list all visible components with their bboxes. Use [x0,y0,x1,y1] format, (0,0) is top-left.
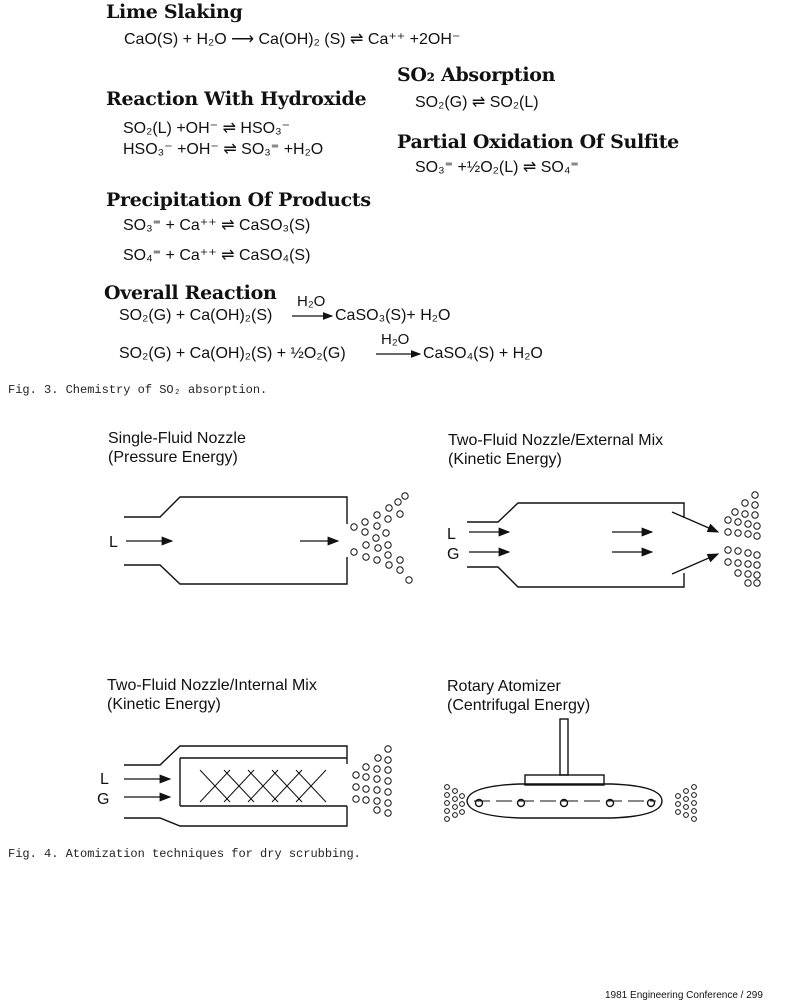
subtitle-external-mix: (Kinetic Energy) [448,451,562,468]
page-footer: 1981 Engineering Conference / 299 [605,990,763,1001]
rotary-atomizer-diagram [467,719,662,818]
equation-overall-2-right: CaSO₄(S) + H₂O [423,345,543,362]
catalyst-label-1: H₂O [297,293,326,310]
equation-lime-slaking: CaO(S) + H₂O ⟶ Ca(OH)₂ (S) ⇌ Ca⁺⁺ +2OH⁻ [124,31,461,48]
figure-3-caption: Fig. 3. Chemistry of SO₂ absorption. [8,383,268,397]
subtitle-internal-mix: (Kinetic Energy) [107,696,221,713]
equation-precipitation-1: SO₃⁼ + Ca⁺⁺ ⇌ CaSO₃(S) [123,217,311,234]
internal-mix-nozzle-diagram [124,746,347,826]
figure-4-caption: Fig. 4. Atomization techniques for dry scrubbing. [8,847,361,861]
title-rotary: Rotary Atomizer [447,678,561,695]
inlet-g-external: G [447,546,460,563]
heading-partial-oxidation: Partial Oxidation Of Sulfite [397,131,679,153]
single-fluid-nozzle-diagram [124,497,347,584]
heading-lime-slaking: Lime Slaking [106,1,243,23]
inlet-l-external: L [447,526,456,543]
heading-precipitation: Precipitation Of Products [106,189,371,211]
inlet-g-internal: G [97,791,110,808]
heading-so2-absorption: SO₂ Absorption [397,64,556,86]
equation-hydroxide-1: SO₂(L) +OH⁻ ⇌ HSO₃⁻ [123,120,291,137]
title-external-mix: Two-Fluid Nozzle/External Mix [448,432,664,449]
catalyst-label-2: H₂O [381,331,410,348]
inlet-l-single: L [109,534,118,551]
title-single-fluid: Single-Fluid Nozzle [108,430,246,447]
title-internal-mix: Two-Fluid Nozzle/Internal Mix [107,677,317,694]
equation-overall-1-left: SO₂(G) + Ca(OH)₂(S) [119,307,273,324]
equation-precipitation-2: SO₄⁼ + Ca⁺⁺ ⇌ CaSO₄(S) [123,247,311,264]
spray-droplets-single [351,493,412,583]
heading-reaction-hydroxide: Reaction With Hydroxide [106,88,367,110]
equation-overall-1-right: CaSO₃(S)+ H₂O [335,307,451,324]
inlet-l-internal: L [100,771,109,788]
spray-droplets-external [725,492,760,586]
equation-overall-2-left: SO₂(G) + Ca(OH)₂(S) + ½O₂(G) [119,345,346,362]
external-mix-nozzle-diagram [467,503,718,587]
subtitle-rotary: (Centrifugal Energy) [447,697,591,714]
spray-droplets-internal [353,746,391,816]
equation-hydroxide-2: HSO₃⁻ +OH⁻ ⇌ SO₃⁼ +H₂O [123,141,324,158]
heading-overall-reaction: Overall Reaction [104,282,277,304]
equation-so2-absorption: SO₂(G) ⇌ SO₂(L) [415,94,539,111]
subtitle-single-fluid: (Pressure Energy) [108,449,238,466]
equation-partial-oxidation: SO₃⁼ +½O₂(L) ⇌ SO₄⁼ [415,159,579,176]
